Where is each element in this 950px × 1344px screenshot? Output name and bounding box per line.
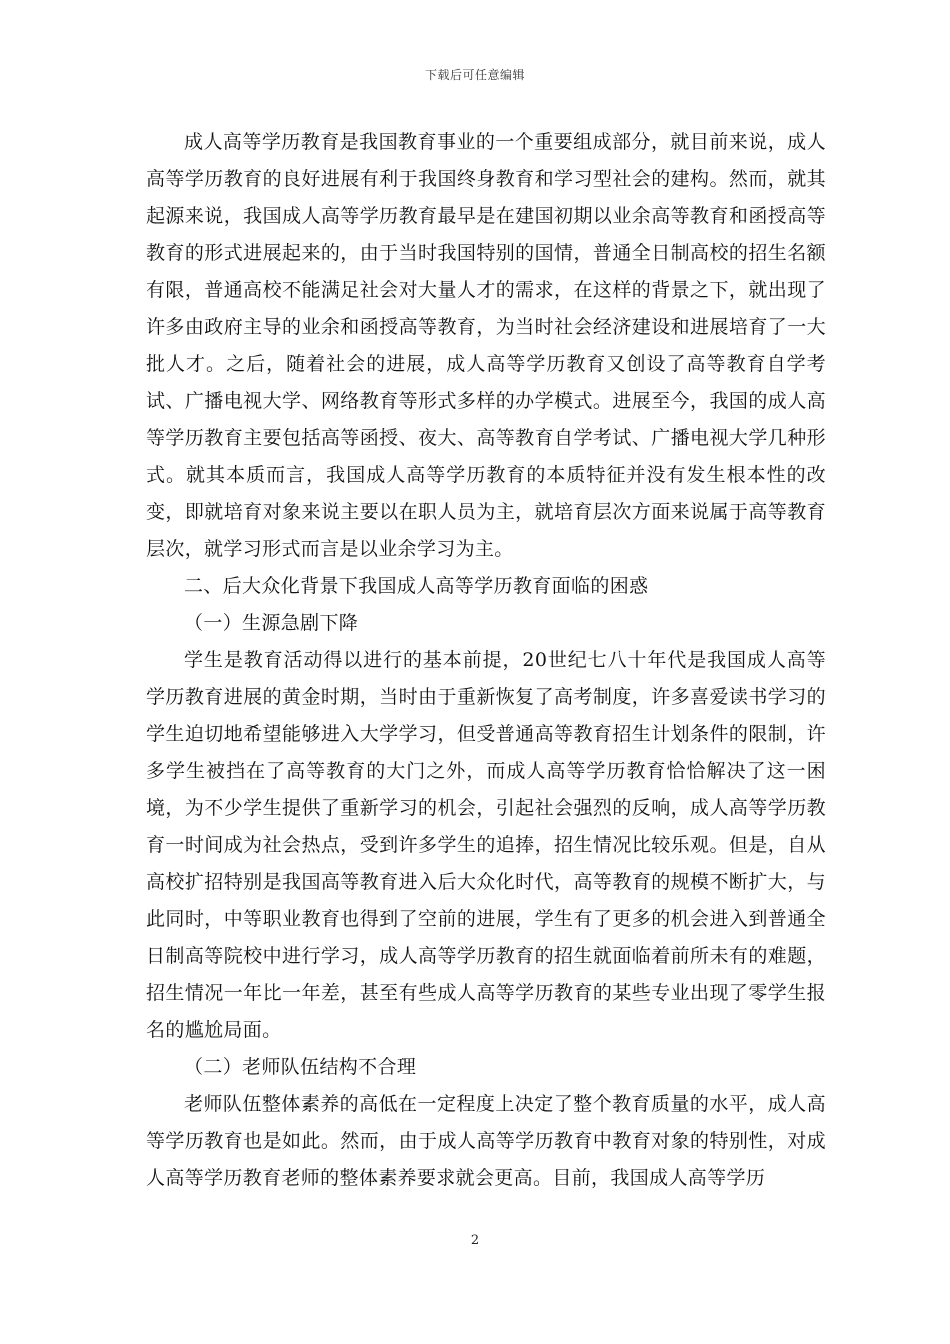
document-body — [146, 124, 826, 1197]
subsection-heading-2: （二）老师队伍结构不合理 — [184, 1056, 417, 1078]
subsection-heading-1: （一）生源急剧下降 — [184, 612, 359, 634]
page-header: 下载后可任意编辑 — [424, 68, 525, 82]
page-number: 2 — [470, 1233, 480, 1248]
paragraph-intro: 成人高等学历教育是我国教育事业的一个重要组成部分，就目前来说，成人高等学历教育的良好进展有利于我国终身教育和学习型社会的建构。然而，就其起源来说，我国成人高等学历教育最早是在建国初期以业余高等教育和函授高等教育的形式进展起来的，由于当时我国特别的国情，普通全日制高校的招生名额有限，普通高校不能满足社会对大量人才的需求，在这样的背景之下，就出现了许多由政府主导的业余和函授高等教育，为当时社会经济建设和进展培育了一大批人才。之后，随着社会的进展，成人高等学历教育又创设了高等教育自学考试、广播电视大学、网络教育等形式多样的办学模式。进展至今，我国的成人高等学历教育主要包括高等函授、夜大、高等教育自学考试、广播电视大学几种形式。就其本质而言，我国成人高等学历教育的本质特征并没有发生根本性的改变，即就培育对象来说主要以在职人员为主，就培育层次方面来说属于高等教育层次，就学习形式而言是以业余学习为主。 — [146, 131, 826, 560]
paragraph-teachers: 老师队伍整体素养的高低在一定程度上决定了整个教育质量的水平，成人高等学历教育也是如此。然而，由于成人高等学历教育中教育对象的特别性，对成人高等学历教育老师的整体素养要求就会更高。目前，我国成人高等学历 — [146, 1093, 826, 1189]
paragraph-enrollment: 学生是教育活动得以进行的基本前提，20世纪七八十年代是我国成人高等学历教育进展的黄金时期，当时由于重新恢复了高考制度，许多喜爱读书学习的学生迫切地希望能够进入大学学习，但受普通高等教育招生计划条件的限制，许多学生被挡在了高等教育的大门之外，而成人高等学历教育恰恰解决了这一困境，为不少学生提供了重新学习的机会，引起社会强烈的反响，成人高等学历教育一时间成为社会热点，受到许多学生的追捧，招生情况比较乐观。但是，自从高校扩招特别是我国高等教育进入后大众化时代，高等教育的规模不断扩大，与此同时，中等职业教育也得到了空前的进展，学生有了更多的机会进入到普通全日制高等院校中进行学习，成人高等学历教育的招生就面临着前所未有的难题，招生情况一年比一年差，甚至有些成人高等学历教育的某些专业出现了零学生报名的尴尬局面。 — [146, 649, 826, 1041]
section-heading: 二、后大众化背景下我国成人高等学历教育面临的困惑 — [184, 575, 649, 597]
